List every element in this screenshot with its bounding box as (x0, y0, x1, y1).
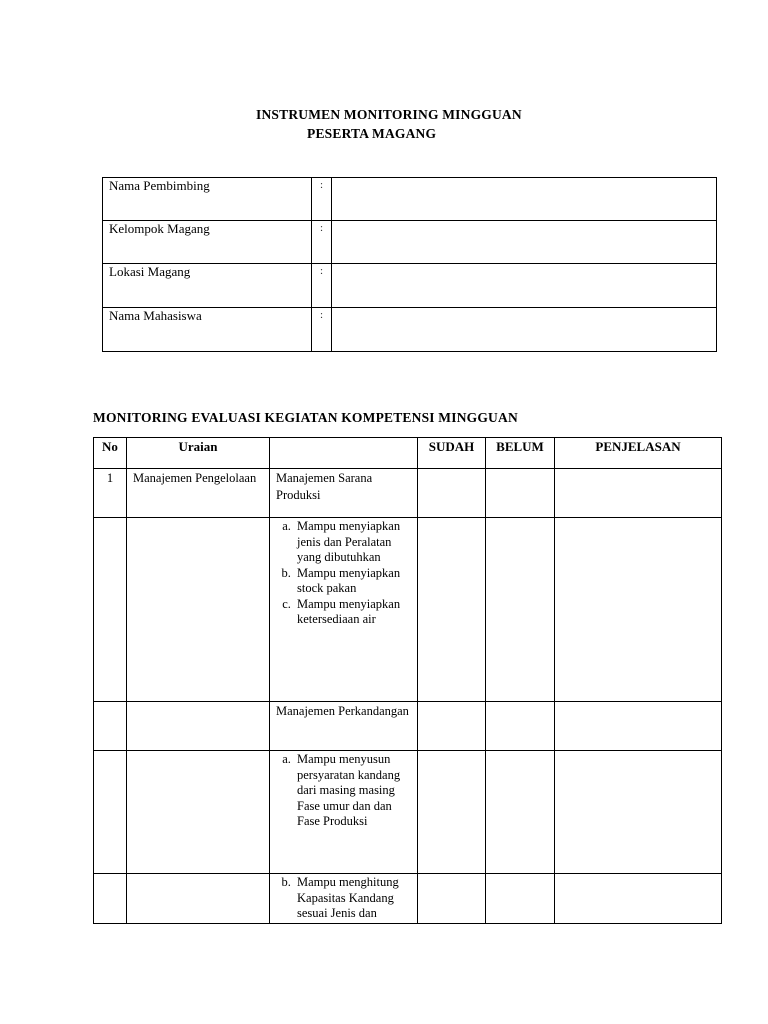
identity-table (102, 177, 717, 352)
belum-cell[interactable] (486, 751, 555, 874)
item-list (270, 751, 417, 830)
table-header-row (94, 438, 722, 469)
list-item: a. Mampu menyiapkan jenis dan Peralatan yang dibutuhkan (294, 519, 413, 566)
row-number (94, 874, 127, 924)
monitoring-table (93, 437, 722, 924)
identity-label: Lokasi Magang (103, 264, 312, 308)
identity-colon: : (312, 264, 332, 308)
row-number (94, 518, 127, 702)
table-row (94, 469, 722, 518)
table-row (94, 751, 722, 874)
belum-cell[interactable] (486, 702, 555, 751)
row-item: Manajemen Perkandangan (270, 702, 418, 751)
identity-value-field[interactable] (332, 308, 717, 352)
header-uraian: Uraian (127, 438, 270, 469)
belum-cell[interactable] (486, 469, 555, 518)
row-number (94, 702, 127, 751)
sudah-cell[interactable] (418, 702, 486, 751)
row-number (94, 751, 127, 874)
identity-value-field[interactable] (332, 264, 717, 308)
penjelasan-cell[interactable] (555, 518, 722, 702)
sudah-cell[interactable] (418, 874, 486, 924)
header-no: No (94, 438, 127, 469)
identity-value-field[interactable] (332, 178, 717, 221)
identity-row (103, 264, 717, 308)
row-item-list-cell (270, 518, 418, 702)
identity-colon: : (312, 178, 332, 221)
list-item: c. Mampu menyiapkan ketersediaan air (294, 597, 413, 628)
header-penjelasan: PENJELASAN (555, 438, 722, 469)
header-sudah: SUDAH (418, 438, 486, 469)
document-title-line-1: INSTRUMEN MONITORING MINGGUAN (256, 107, 522, 122)
item-list (270, 518, 417, 628)
section-title: MONITORING EVALUASI KEGIATAN KOMPETENSI MINGGUAN (93, 410, 518, 425)
row-uraian (127, 874, 270, 924)
row-number: 1 (94, 469, 127, 518)
list-item: b. Mampu menyiapkan stock pakan (294, 566, 413, 597)
sudah-cell[interactable] (418, 751, 486, 874)
list-item: b. Mampu menghitung Kapasitas Kandang sesuai Jenis dan (294, 875, 413, 922)
list-item: a. Mampu menyusun persyaratan kandang dari masing masing Fase umur dan dan Fase Produksi (294, 752, 413, 830)
identity-row (103, 221, 717, 264)
identity-colon: : (312, 221, 332, 264)
table-row (94, 702, 722, 751)
row-uraian (127, 751, 270, 874)
identity-value-field[interactable] (332, 221, 717, 264)
row-item: Manajemen Sarana Produksi (270, 469, 418, 518)
header-blank (270, 438, 418, 469)
row-uraian (127, 702, 270, 751)
document-title-line-2: PESERTA MAGANG (307, 126, 437, 141)
header-belum: BELUM (486, 438, 555, 469)
table-row (94, 874, 722, 924)
identity-colon: : (312, 308, 332, 352)
penjelasan-cell[interactable] (555, 469, 722, 518)
identity-row (103, 308, 717, 352)
identity-row (103, 178, 717, 221)
penjelasan-cell[interactable] (555, 874, 722, 924)
belum-cell[interactable] (486, 874, 555, 924)
identity-label: Nama Pembimbing (103, 178, 312, 221)
sudah-cell[interactable] (418, 469, 486, 518)
row-item-list-cell (270, 751, 418, 874)
belum-cell[interactable] (486, 518, 555, 702)
penjelasan-cell[interactable] (555, 751, 722, 874)
row-item-list-cell (270, 874, 418, 924)
row-uraian (127, 518, 270, 702)
sudah-cell[interactable] (418, 518, 486, 702)
identity-label: Kelompok Magang (103, 221, 312, 264)
table-row (94, 518, 722, 702)
identity-label: Nama Mahasiswa (103, 308, 312, 352)
item-list (270, 874, 417, 922)
penjelasan-cell[interactable] (555, 702, 722, 751)
row-uraian: Manajemen Pengelolaan (127, 469, 270, 518)
